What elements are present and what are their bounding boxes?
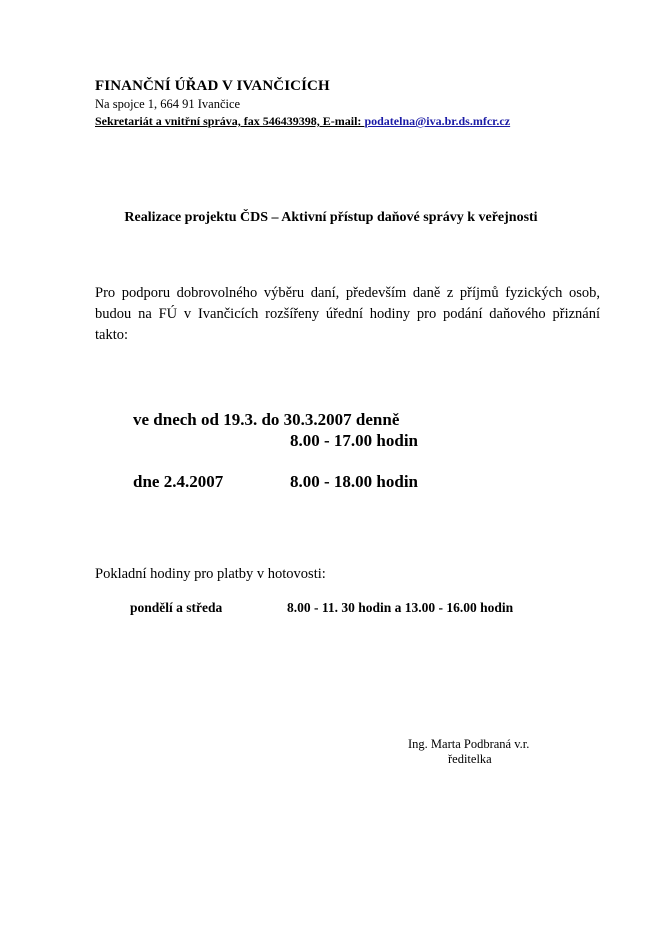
document-title: Realizace projektu ČDS – Aktivní přístup daňové správy k veřejnosti <box>124 210 538 225</box>
office-name: FINANČNÍ ÚŘAD V IVANČICÍCH <box>95 78 330 94</box>
signatory-name: Ing. Marta Podbraná v.r. <box>408 737 530 751</box>
intro-paragraph: Pro podporu dobrovolného výběru daní, především daně z příjmů fyzických osob, budou na FÚ v Ivančicích rozšířeny úřední hodiny pro podání daňového přiznání takto: <box>95 285 600 343</box>
signatory-role: ředitelka <box>448 752 492 766</box>
extended-period-hours: 8.00 - 17.00 hodin <box>290 431 418 450</box>
cash-desk-hours: 8.00 - 11. 30 hodin a 13.00 - 16.00 hodin <box>287 600 514 615</box>
cash-desk-intro: Pokladní hodiny pro platby v hotovosti: <box>95 566 326 582</box>
office-contact <box>95 114 510 129</box>
email-link[interactable]: podatelna@iva.br.ds.mfcr.cz <box>364 114 511 128</box>
contact-prefix: Sekretariát a vnitřní správa, fax 546439398, E-mail: <box>95 114 365 128</box>
extended-day-label: dne 2.4.2007 <box>133 472 224 491</box>
extended-day-hours: 8.00 - 18.00 hodin <box>290 472 418 491</box>
office-address: Na spojce 1, 664 91 Ivančice <box>95 97 241 111</box>
cash-desk-days: pondělí a středa <box>130 600 223 615</box>
extended-period-label: ve dnech od 19.3. do 30.3.2007 denně <box>133 410 400 429</box>
